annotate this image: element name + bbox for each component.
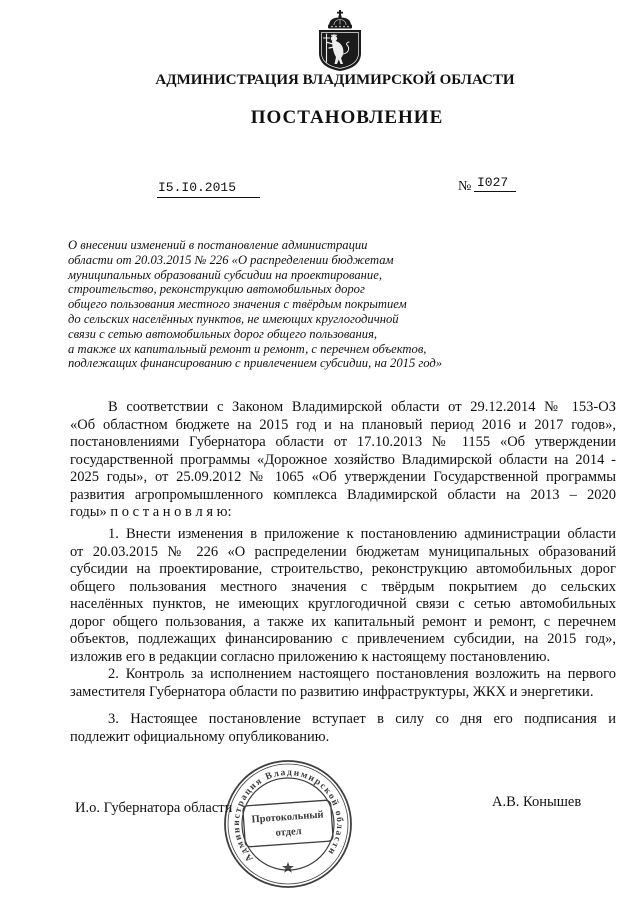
subject-line: общего пользования местного значения с твёрдым покрытием (68, 297, 407, 312)
paragraph-line: постановлениями Губернатора области от 17.10.2013 № 1155 «Об утверждении (70, 434, 616, 450)
official-stamp (222, 758, 354, 890)
paragraph-line: общего пользования местного значения с твёрдым покрытием до сельских (70, 578, 616, 595)
subject-line: области от 20.03.2015 № 226 «О распределении бюджетам (68, 252, 394, 267)
paragraph-line: 2025 годы», от 25.09.2012 № 1065 «Об утверждении Государственной программы (70, 469, 616, 485)
document-date: I5.I0.2015 (158, 180, 237, 195)
paragraph-item-3 (70, 711, 616, 746)
document-number: I027 (477, 175, 509, 190)
paragraph-line: субсидии на проектирование, строительство, реконструкцию автомобильных дорог (70, 561, 616, 577)
paragraph-line: годы» п о с т а н о в л я ю: (70, 504, 232, 520)
document-type-title: ПОСТАНОВЛЕНИЕ (250, 107, 444, 128)
paragraph-line: заместителя Губернатора области по развитию инфраструктуры, ЖКХ и энергетики. (70, 683, 594, 700)
signatory-position: И.о. Губернатора области (75, 800, 233, 816)
number-sign: № (458, 179, 472, 194)
stamp-center-line-2: отдел (275, 826, 302, 839)
subject-line: О внесении изменений в постановление администрации (68, 238, 368, 252)
subject-line: строительство, реконструкцию автомобильных дорог (68, 282, 365, 297)
subject-line: связи с сетью автомобильных дорог общего пользования, (68, 326, 378, 341)
paragraph-line: развития агропромышленного комплекса Владимирской области на 2013 – 2020 (70, 486, 616, 503)
document-subject (68, 238, 442, 371)
paragraph-line: дорог общего пользования, а также их капитальный ремонт и ремонт, с перечнем (70, 613, 616, 630)
paragraph-item-2 (70, 666, 616, 701)
paragraph-line: от 20.03.2015 № 226 «О распределении бюджетам муниципальных образований (70, 543, 616, 560)
paragraph-line: 3. Настоящее постановление вступает в силу со дня его подписания и (108, 711, 616, 727)
coat-of-arms-icon (310, 10, 370, 72)
subject-line: муниципальных образований субсидии на проектирование, (68, 267, 382, 282)
paragraph-line: «Об областном бюджете на 2015 год и на плановый период 2016 и 2017 годов», (70, 416, 616, 433)
paragraph-line: подлежит официальному опубликованию. (70, 728, 330, 745)
organization-title: АДМИНИСТРАЦИЯ ВЛАДИМИРСКОЙ ОБЛАСТИ (155, 72, 515, 88)
subject-line: подлежащих финансированию с привлечением субсидии, на 2015 год» (68, 356, 443, 371)
paragraph-line: В соответствии с Законом Владимирской области от 29.12.2014 № 153-ОЗ (108, 399, 616, 415)
paragraph-line: 2. Контроль за исполнением настоящего постановления возложить на первого (108, 666, 616, 682)
stamp-star-icon (282, 862, 294, 873)
paragraph-line: государственной программы «Дорожное хозяйство Владимирской области на 2014 - (70, 451, 616, 468)
paragraph-item-1 (70, 526, 616, 666)
signatory-name: А.В. Конышев (492, 794, 582, 810)
number-underline (474, 191, 516, 192)
subject-line: а также их капитальный ремонт и ремонт, с перечнем объектов, (68, 341, 427, 356)
paragraph-line: населённых пунктов, не имеющих круглогодичной связи с сетью автомобильных (70, 596, 616, 612)
paragraph-line: 1. Внести изменения в приложение к постановлению администрации области (108, 526, 616, 542)
subject-line: до сельских населённых пунктов, не имеющих круглогодичной (68, 311, 399, 326)
stamp-ring-textpath: Администрация Владимирской области (231, 767, 345, 864)
paragraph-line: изложив его в редакции согласно приложению к настоящему постановлению. (70, 648, 551, 665)
stamp-center-line-1: Протокольный (251, 809, 324, 826)
date-underline (157, 197, 260, 198)
paragraph-preamble (70, 399, 616, 522)
paragraph-line: объектов, подлежащих финансированию с привлечением субсидии, на 2015 год», (70, 631, 616, 647)
